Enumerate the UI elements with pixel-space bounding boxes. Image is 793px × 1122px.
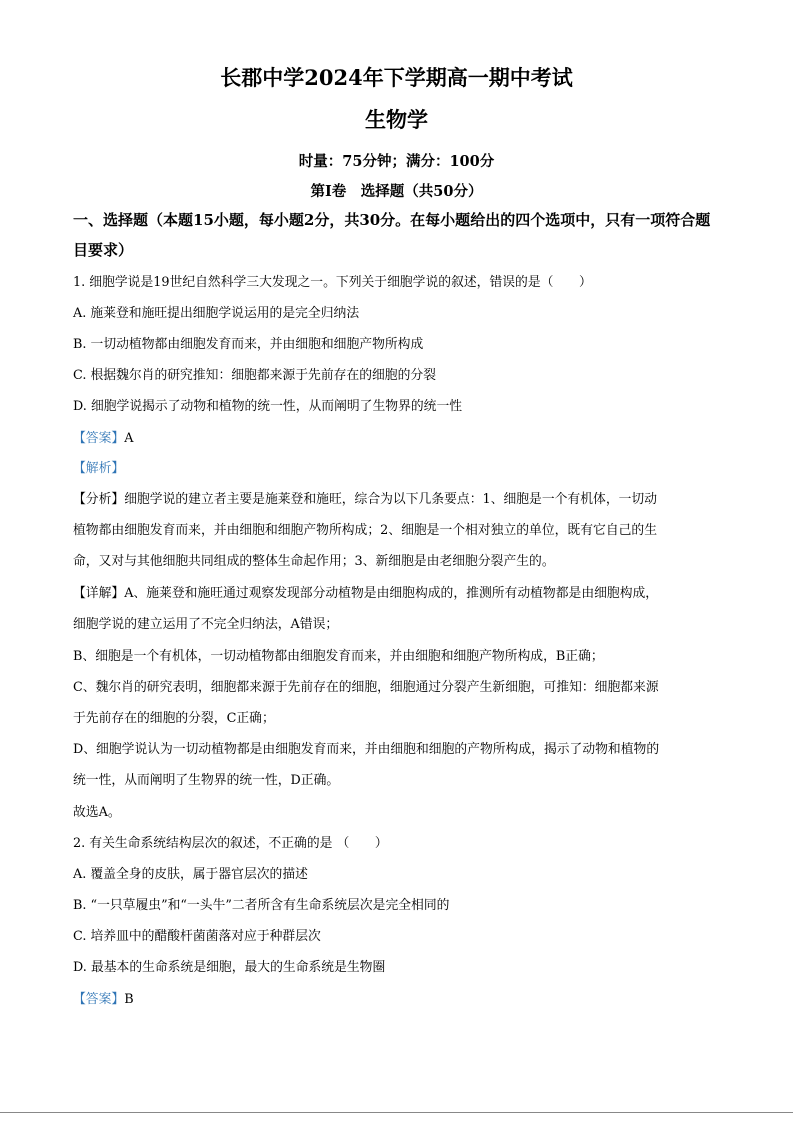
q1-answer-value: A	[124, 431, 134, 446]
page-bottom-rule	[0, 1112, 793, 1113]
q1-analysis-line: 统一性，从而阐明了生物界的统一性，D正确。	[73, 773, 340, 788]
q2-answer	[73, 991, 134, 1009]
q1-analysis-line: 植物都由细胞发育而来，并由细胞和细胞产物所构成；2、细胞是一个相对独立的单位，既有它自己的生	[73, 523, 658, 538]
q1-analysis-label: 【解析】	[73, 461, 125, 476]
q2-option-d: D. 最基本的生命系统是细胞，最大的生命系统是生物圈	[73, 960, 386, 975]
part-heading: 第I卷 选择题（共50分）	[310, 183, 483, 200]
q2-answer-value: B	[124, 992, 134, 1007]
q1-analysis-line: 命，又对与其他细胞共同组成的整体生命起作用；3、新细胞是由老细胞分裂产生的。	[73, 554, 555, 569]
time-score-info: 时量：75分钟；满分：100分	[298, 153, 495, 170]
q2-option-c: C. 培养皿中的醋酸杆菌菌落对应于种群层次	[73, 929, 321, 944]
subject-title: 生物学	[365, 107, 428, 132]
section-heading: 一、选择题（本题15小题，每小题2分，共30分。在每小题给出的四个选项中，只有一项符合题目要求）	[73, 211, 711, 259]
q1-answer	[73, 430, 133, 448]
q2-option-a: A. 覆盖全身的皮肤，属于器官层次的描述	[73, 867, 308, 882]
q1-analysis-line: B、细胞是一个有机体，一切动植物都由细胞发育而来，并由细胞和细胞产物所构成，B正确；	[73, 649, 604, 664]
q1-option-c: C. 根据魏尔肖的研究推知：细胞都来源于先前存在的细胞的分裂	[73, 368, 436, 383]
q1-analysis-line: 故选A。	[73, 805, 121, 820]
q1-option-a: A. 施莱登和施旺提出细胞学说运用的是完全归纳法	[73, 306, 360, 321]
q1-analysis-line: 于先前存在的细胞的分裂，C正确；	[73, 711, 275, 726]
q1-answer-label: 【答案】	[73, 431, 125, 446]
q2-stem: 2. 有关生命系统结构层次的叙述，不正确的是 （ ）	[73, 836, 388, 851]
q1-option-b: B. 一切动植物都由细胞发育而来，并由细胞和细胞产物所构成	[73, 337, 424, 352]
q2-answer-label: 【答案】	[73, 992, 125, 1007]
q1-stem: 1. 细胞学说是19世纪自然科学三大发现之一。下列关于细胞学说的叙述，错误的是（ ）	[73, 275, 592, 290]
q1-analysis-line: 【详解】A、施莱登和施旺通过观察发现部分动植物是由细胞构成的，推测所有动植物都是由细胞构成，	[73, 586, 659, 601]
q1-option-d: D. 细胞学说揭示了动物和植物的统一性，从而阐明了生物界的统一性	[73, 399, 463, 414]
q1-analysis-line: C、魏尔肖的研究表明，细胞都来源于先前存在的细胞，细胞通过分裂产生新细胞，可推知：细胞都来源	[73, 680, 659, 695]
q1-analysis-line: D、细胞学说认为一切动植物都是由细胞发育而来，并由细胞和细胞的产物所构成，揭示了动物和植物的	[73, 742, 660, 757]
q1-analysis-line: 细胞学说的建立运用了不完全归纳法，A错误；	[73, 617, 339, 632]
q2-option-b: B. “一只草履虫”和“一头牛”二者所含有生命系统层次是完全相同的	[73, 898, 450, 913]
q1-analysis-line: 【分析】细胞学说的建立者主要是施莱登和施旺，综合为以下几条要点：1、细胞是一个有机体，一切动	[73, 492, 658, 507]
exam-title: 长郡中学2024年下学期高一期中考试	[220, 65, 573, 90]
